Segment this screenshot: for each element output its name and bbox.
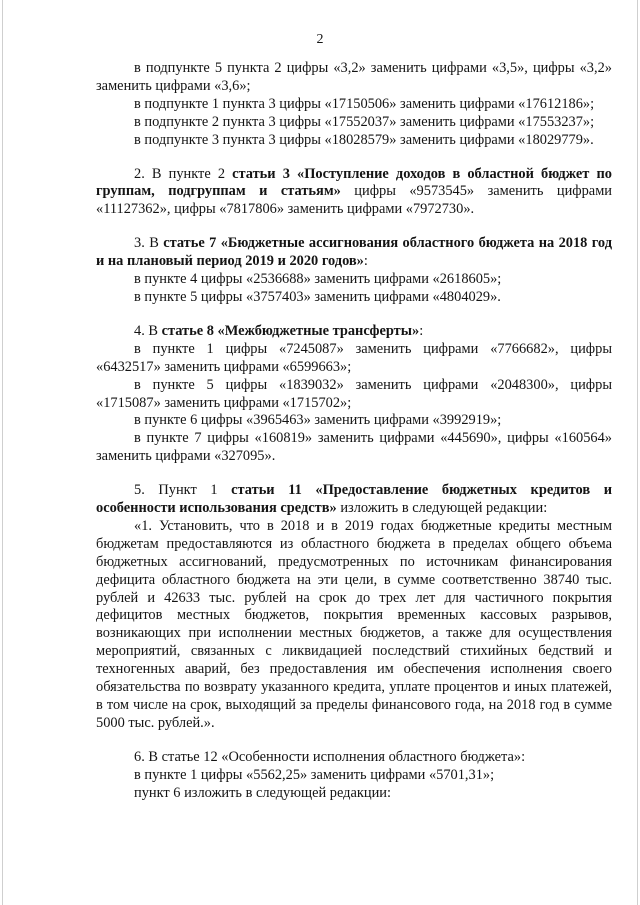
paragraph-text: 4. В: [134, 322, 162, 339]
paragraph: в подпункте 2 пункта 3 цифры «17552037» заменить цифрами «17553237»;: [134, 113, 595, 130]
bold-article-title: статье 7 «Бюджетные ассигнования областного бюджета на 2018 год и на плановый период 2019 и 2020 годов»: [96, 235, 612, 270]
paragraph: «1. Установить, что в 2018 и в 2019 годах бюджетные кредиты местным бюджетам предоставляются из областного бюджета в пределах общего объема бюджетных ассигнований, предусмотренных по источникам финансирования дефицита областного бюджета на эти цели, в сумме соответственно 38740 тыс. рублей и 42633 тыс. рублей на срок до трех лет для частичного покрытия дефицитов местных бюджетов, покрытия временных кассовых разрывов, возникающих при исполнении местных бюджетов, а также для осуществления мероприятий, связанных с ликвидацией последствий стихийных бедствий и техногенных аварий, без предоставления им обеспечения исполнения своего обязательства по возврату указанного кредита, уплате процентов и иных платежей, в том числе на срок, выходящий за пределы финансового года, на 2018 год в сумме 5000 тыс. рублей.».: [96, 517, 612, 731]
paragraph: в пункте 5 цифры «3757403» заменить цифрами «4804029».: [134, 288, 501, 305]
paragraph: пункт 6 изложить в следующей редакции:: [134, 784, 391, 801]
scan-edge-left: [2, 0, 3, 905]
paragraph: [96, 166, 612, 220]
page-number: 2: [316, 32, 324, 47]
paragraph: в пункте 7 цифры «160819» заменить цифрами «445690», цифры «160564» заменить цифрами «327095».: [96, 430, 612, 465]
paragraph-text: 3. В: [134, 235, 164, 252]
paragraph: 6. В статье 12 «Особенности исполнения областного бюджета»:: [134, 748, 526, 765]
paragraph: [96, 323, 612, 341]
bold-article-title: статьи 3 «Поступление доходов в областной бюджет по группам, подгруппам и статьям»: [96, 165, 612, 200]
paragraph-text: :: [419, 322, 424, 339]
paragraph: в подпункте 1 пункта 3 цифры «17150506» заменить цифрами «17612186»;: [134, 95, 595, 112]
paragraph: в подпункте 3 пункта 3 цифры «18028579» заменить цифрами «18029779».: [134, 131, 594, 148]
paragraph-text: цифры «9573545» заменить цифрами «11127362», цифры «7817806» заменить цифрами «7972730».: [96, 183, 612, 218]
paragraph: [96, 235, 612, 271]
paragraph: в пункте 1 цифры «7245087» заменить цифрами «7766682», цифры «6432517» заменить цифрами «6599663»;: [96, 340, 612, 375]
bold-article-title: статьи 11 «Предоставление бюджетных кредитов и особенности использования средств»: [96, 482, 612, 517]
paragraph: в пункте 6 цифры «3965463» заменить цифрами «3992919»;: [134, 412, 502, 429]
paragraph-text: 5. Пункт 1: [134, 482, 232, 499]
document-body: [96, 60, 612, 803]
paragraph: в подпункте 5 пункта 2 цифры «3,2» заменить цифрами «3,5», цифры «3,2» заменить цифрами «3,6»;: [96, 60, 612, 94]
paragraph-text: 2. В пункте 2: [134, 165, 233, 182]
paragraph: [96, 482, 612, 518]
scan-edge-right: [637, 0, 638, 905]
paragraph: в пункте 4 цифры «2536688» заменить цифрами «2618605»;: [134, 271, 502, 288]
paragraph: в пункте 1 цифры «5562,25» заменить цифрами «5701,31»;: [134, 766, 495, 783]
paragraph-text: изложить в следующей редакции:: [336, 500, 548, 517]
paragraph-text: :: [363, 253, 368, 270]
bold-article-title: статье 8 «Межбюджетные трансферты»: [161, 322, 420, 339]
paragraph: в пункте 5 цифры «1839032» заменить цифрами «2048300», цифры «1715087» заменить цифрами «1715702»;: [96, 376, 612, 411]
